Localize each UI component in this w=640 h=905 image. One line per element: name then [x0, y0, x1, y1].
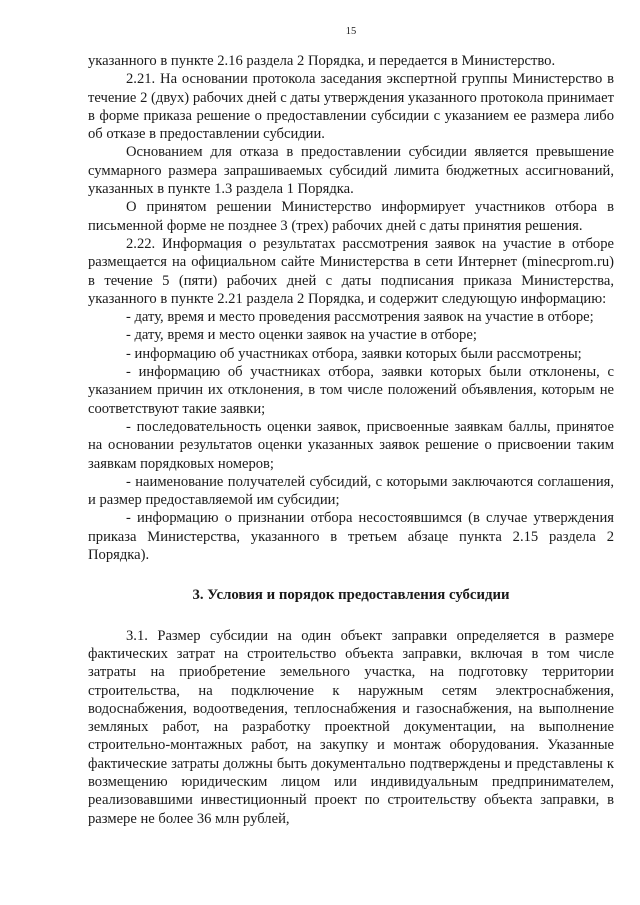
paragraph-3-1: 3.1. Размер субсидии на один объект заправки определяется в размере фактических затрат на строительство объекта заправки, включая в том числе затраты на приобретение земельного участка, на подготовку территории строительства, на подключение к наружным сетям электроснабжения, водоснабжения, водоотведения, теплоснабжения и газоснабжения, на выполнение земляных работ, на разработку проектной документации, на выполнение строительно-монтажных работ, на закупку и монтаж оборудования. Указанные фактические затраты должны быть документально подтверждены и представлены к возмещению юридическим лицом или индивидуальным предпринимателем, реализовавшими инвестиционный проект по строительству объекта заправки, в размере не более 36 млн рублей,	[88, 627, 614, 827]
list-item: - информацию об участниках отбора, заявки которых были отклонены, с указанием причин их отклонения, в том числе положений объявления, которым не соответствуют такие заявки;	[88, 364, 614, 417]
list-item: - наименование получателей субсидий, с которыми заключаются соглашения, и размер предоставляемой им субсидии;	[88, 473, 614, 509]
list-item: - информацию о признании отбора несостоявшимся (в случае утверждения приказа Министерства, указанного в третьем абзаце пункта 2.15 раздела 2 Порядка).	[88, 510, 614, 564]
paragraph-continuation: указанного в пункте 2.16 раздела 2 Порядка, и передается в Министерство.	[88, 53, 556, 69]
list-item: - последовательность оценки заявок, присвоенные заявкам баллы, принятое на основании результатов оценки указанных заявок решение о присвоении таким заявкам порядковых номеров;	[88, 418, 614, 472]
page-number: 15	[345, 26, 357, 37]
section-heading: 3. Условия и порядок предоставления субсидии	[192, 587, 510, 604]
list-item: - дату, время и место проведения рассмотрения заявок на участие в отборе;	[126, 309, 594, 326]
list-item: - дату, время и место оценки заявок на участие в отборе;	[126, 327, 477, 344]
paragraph-refusal-basis: Основанием для отказа в предоставлении субсидии является превышение суммарного размера запрашиваемых субсидий лимита бюджетных ассигнований, указанных в пункте 1.3 раздела 1 Порядка.	[88, 144, 614, 198]
paragraph-decision-notice: О принятом решении Министерство информирует участников отбора в письменной форме не позднее 3 (трех) рабочих дней с даты принятия решения.	[88, 199, 614, 234]
list-item: - информацию об участниках отбора, заявки которых были рассмотрены;	[126, 345, 582, 362]
paragraph-2-22: 2.22. Информация о результатах рассмотрения заявок на участие в отборе размещается на официальном сайте Министерства в сети Интернет (minecprom.ru) в течение 5 (пяти) рабочих дней с даты подписания приказа Министерства, указанного в пункте 2.21 раздела 2 Порядка, и содержит следующую информацию:	[88, 235, 614, 307]
paragraph-2-21: 2.21. На основании протокола заседания экспертной группы Министерство в течение 2 (двух) рабочих дней с даты утверждения указанного протокола принимает в форме приказа решение о предоставлении субсидии с указанием ее размера либо об отказе в предоставлении субсидии.	[88, 71, 614, 143]
